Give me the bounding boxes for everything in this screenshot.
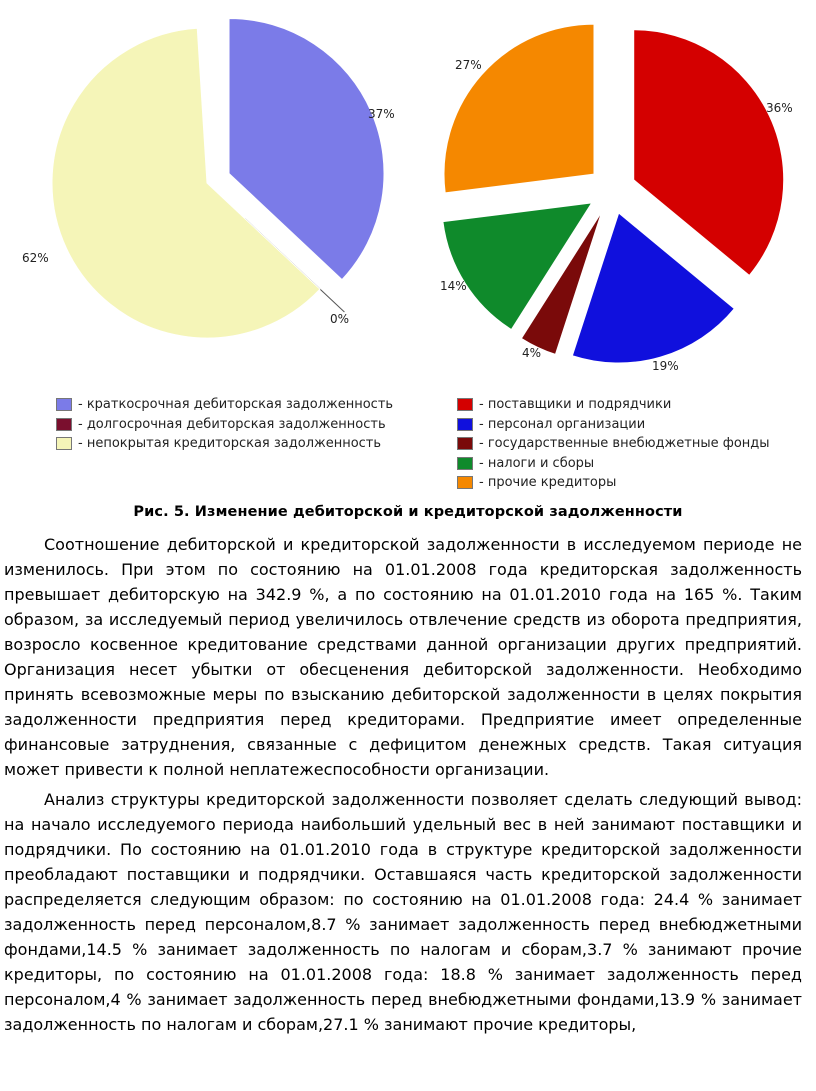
legend-swatch [457,457,473,470]
document-body [4,532,802,1037]
legend-label: - персонал организации [479,416,646,432]
legend-swatch [457,476,473,489]
pie-slice [444,24,594,193]
legend-item [457,434,770,454]
pie-slice-label: 27% [455,58,482,72]
legend-item [457,395,770,415]
figure [0,0,816,490]
legend-label: - прочие кредиторы [479,475,617,491]
pie-slice-label: 19% [652,359,679,373]
legend-swatch [457,437,473,450]
legend-swatch [56,437,72,450]
legend-item [457,454,770,474]
pie-slice-label: 37% [368,107,395,121]
left-pie-chart [22,18,395,338]
pie-slice-label: 4% [522,346,542,360]
legend-label: - долгосрочная дебиторская задолженность [78,416,386,432]
right-pie-chart [440,24,793,373]
legend-item [56,415,393,435]
legend-swatch [457,418,473,431]
left-chart-legend [56,395,393,454]
pie-slice [634,30,784,276]
legend-label: - государственные внебюджетные фонды [479,436,770,452]
pie-slice-label: 14% [440,279,467,293]
pie-slice-label: 0% [330,312,350,326]
paragraph: Соотношение дебиторской и кредиторской задолженности в исследуемом периоде не изменилось. При этом по состоянию на 01.01.2008 года кредиторская задолженность превышает дебиторскую на 342.9 %, а по состоянию на 01.01.2010 года на 165 %. Таким образом, за исследуемый период увеличилось отвлечение средств из оборота предприятия, возросло косвенное кредитование средствами данной организации других предприятий. Организация несет убытки от обесценения дебиторской задолженности. Необходимо принять всевозможные меры по взысканию дебиторской задолженности в целях покрытия задолженности предприятия перед кредиторами. Предприятие имеет определенные финансовые затруднения, связанные с дефицитом денежных средств. Такая ситуация может привести к полной неплатежеспособности организации. [4,535,802,779]
legend-label: - краткосрочная дебиторская задолженность [78,397,394,413]
pie-slice-label: 62% [22,251,49,265]
legend-swatch [56,398,72,411]
legend-label: - поставщики и подрядчики [479,397,672,413]
paragraph: Анализ структуры кредиторской задолженности позволяет сделать следующий вывод: на начало исследуемого периода наибольший удельный вес в ней занимают поставщики и подрядчики. По состоянию на 01.01.2010 года в структуре кредиторской задолженности преобладают поставщики и подрядчики. Оставшаяся часть кредиторской задолженности распределяется следующим образом: по состоянию на 01.01.2008 года: 24.4 % занимает задолженность перед персоналом,8.7 % занимает задолженность перед внебюджетными фондами,14.5 % занимает задолженность по налогам и сборам,3.7 % занимают прочие кредиторы, по состоянию на 01.01.2008 года: 18.8 % занимает задолженность перед персоналом,4 % занимает задолженность перед внебюджетными фондами,13.9 % занимает задолженность по налогам и сборам,27.1 % занимают прочие кредиторы, [4,790,802,1034]
legend-label: - налоги и сборы [479,455,595,471]
legend-item [457,415,770,435]
legend-item [56,395,393,415]
right-chart-legend [457,395,770,493]
figure-caption: Рис. 5. Изменение дебиторской и кредиторской задолженности [133,504,683,520]
legend-swatch [56,418,72,431]
legend-label: - непокрытая кредиторская задолженность [78,436,382,452]
legend-item [457,473,770,493]
pie-slice-label: 36% [766,101,793,115]
legend-swatch [457,398,473,411]
legend-item [56,434,393,454]
